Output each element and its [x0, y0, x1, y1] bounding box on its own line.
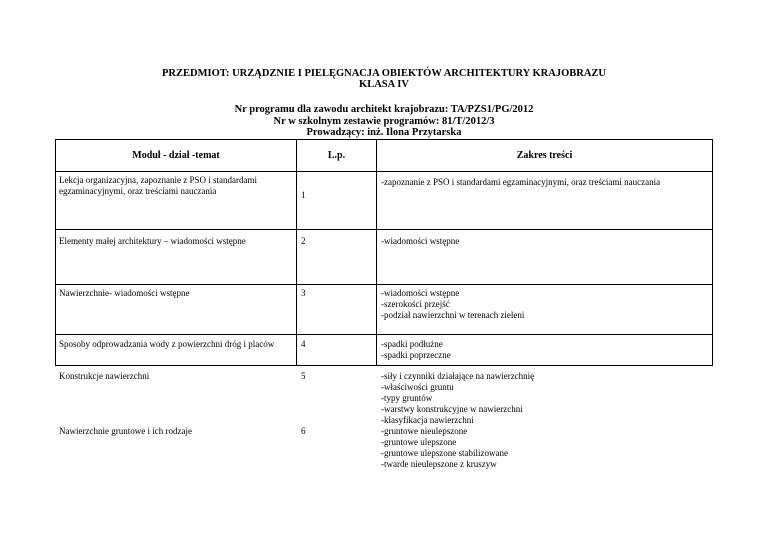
row-3-lp: 3 [301, 288, 306, 298]
program-number: Nr programu dla zawodu architekt krajobrazu: TA/PZS1/PG/2012 [234, 104, 534, 115]
column-header-scope: Zakres treści [516, 150, 573, 161]
scope-line: -twarde nieulepszone z kruszyw [381, 459, 497, 469]
scope-line: -typy gruntów [381, 393, 433, 403]
topic-line: egzaminacyjnymi, oraz treściami nauczania [59, 186, 217, 196]
topic-line: Nawierzchnie gruntowe i ich rodzaje [59, 426, 192, 436]
row-1-scope [381, 177, 660, 188]
column-divider [296, 139, 297, 366]
row-5-scope [381, 371, 534, 426]
column-header-lp: L.p. [327, 150, 346, 161]
scope-line: -wiadomości wstępne [381, 288, 460, 298]
row-2-topic [59, 236, 246, 247]
scope-line: -warstwy konstrukcyjne w nawierzchni [381, 404, 523, 414]
scope-line: -wiadomości wstępne [381, 236, 460, 246]
header-row-divider [55, 171, 713, 172]
row-5-topic [59, 371, 149, 382]
teacher-name: Prowadzący: inż. Ilona Przytarska [306, 127, 462, 138]
topic-line: Lekcja organizacyjna, zapoznanie z PSO i standardami [59, 175, 258, 185]
topic-line: Sposoby odprowadzania wody z powierzchni dróg i placów [59, 339, 275, 349]
row-5-lp: 5 [301, 371, 306, 381]
row-divider [55, 229, 713, 230]
row-divider [55, 365, 713, 366]
topic-line: Nawierzchnie- wiadomości wstępne [59, 288, 190, 298]
scope-line: -klasyfikacja nawierzchni [381, 415, 474, 425]
row-3-topic [59, 288, 189, 299]
row-2-lp: 2 [301, 236, 306, 246]
scope-line: -gruntowe nieulepszone [381, 426, 468, 436]
topic-line: Elementy małej architektury – wiadomości wstępne [59, 236, 246, 246]
class-label: KLASA IV [359, 79, 409, 90]
row-6-scope [381, 426, 508, 470]
subject-title: PRZEDMIOT: URZĄDZNIE I PIELĘGNACJA OBIEKTÓW ARCHITEKTURY KRAJOBRAZU [162, 68, 606, 79]
row-3-scope [381, 288, 524, 321]
row-2-scope [381, 236, 459, 247]
scope-line: -szerokości przejść [381, 299, 450, 309]
scope-line: -spadki podłużne [381, 339, 443, 349]
scope-line: -właściwości gruntu [381, 382, 454, 392]
table-border-right [712, 139, 713, 366]
scope-line: -podział nawierzchni w terenach zieleni [381, 310, 525, 320]
table-border-left [55, 139, 56, 366]
table-border-top [55, 139, 713, 140]
scope-line: -spadki poprzeczne [381, 350, 451, 360]
row-1-topic [59, 175, 257, 197]
row-divider [55, 284, 713, 285]
topic-line: Konstrukcje nawierzchni [59, 371, 150, 381]
scope-line: -gruntowe ulepszone stabilizowane [381, 448, 508, 458]
row-4-scope [381, 339, 451, 361]
scope-line: -zapoznanie z PSO i standardami egzaminacyjnymi, oraz treściami nauczania [381, 177, 661, 187]
row-6-lp: 6 [301, 426, 306, 436]
column-divider [376, 139, 377, 366]
row-divider [55, 334, 713, 335]
scope-line: -siły i czynniki działające na nawierzchnię [381, 371, 535, 381]
row-6-topic [59, 426, 192, 437]
scope-line: -gruntowe ulepszone [381, 437, 457, 447]
row-4-topic [59, 339, 274, 350]
row-1-lp: 1 [301, 190, 306, 200]
row-4-lp: 4 [301, 339, 306, 349]
column-header-module: Moduł - dział -temat [132, 150, 220, 161]
school-set-number: Nr w szkolnym zestawie programów: 81/T/2012/3 [273, 116, 495, 127]
